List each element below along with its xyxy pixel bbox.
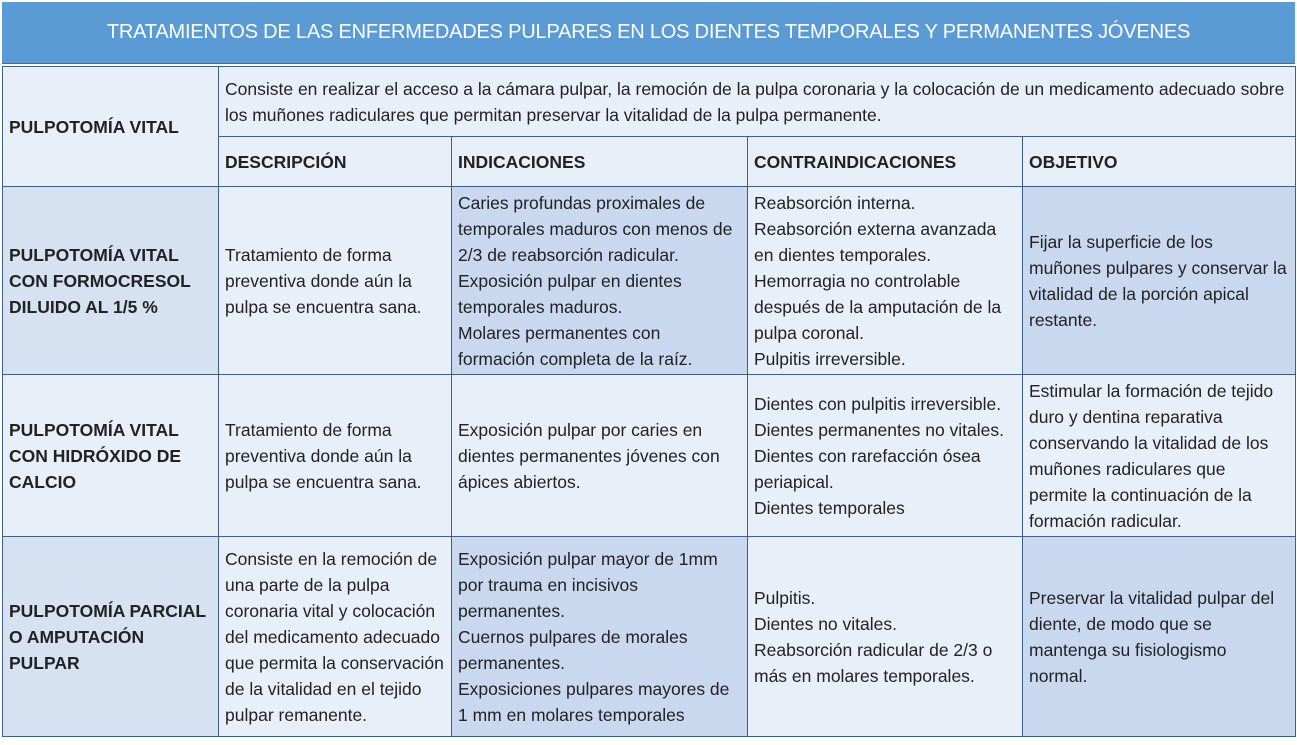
column-header-description: DESCRIPCIÓN xyxy=(219,137,452,187)
table-row xyxy=(3,187,1296,375)
objective-cell: Estimular la formación de tejido duro y dentina reparativa conservando la vitalidad de los muñones radiculares que permite la continuación de la formación radicular. xyxy=(1023,375,1296,537)
contraindications-cell: Dientes con pulpitis irreversible. Dientes permanentes no vitales. Dientes con rarefacción ósea periapical. Dientes temporales xyxy=(748,375,1023,537)
intro-description: Consiste en realizar el acceso a la cámara pulpar, la remoción de la pulpa coronaria y la colocación de un medicamento adecuado sobre los muñones radiculares que permitan preservar la vitalidad de la pulpa permanente. xyxy=(219,67,1296,137)
column-header-indications: INDICACIONES xyxy=(452,137,748,187)
treatments-table xyxy=(2,66,1296,737)
description-cell: Consiste en la remoción de una parte de la pulpa coronaria vital y colocación del medicamento adecuado que permita la conservación de la vitalidad en el tejido pulpar remanente. xyxy=(219,537,452,737)
column-header-contraindications: CONTRAINDICACIONES xyxy=(748,137,1023,187)
indications-cell: Exposición pulpar por caries en dientes permanentes jóvenes con ápices abiertos. xyxy=(452,375,748,537)
indications-cell: Exposición pulpar mayor de 1mm por trauma en incisivos permanentes. Cuernos pulpares de morales permanentes. Exposiciones pulpares mayores de 1 mm en molares temporales xyxy=(452,537,748,737)
objective-cell: Fijar la superficie de los muñones pulpares y conservar la vitalidad de la porción apical restante. xyxy=(1023,187,1296,375)
table-row xyxy=(3,537,1296,737)
row-label: PULPOTOMÍA VITAL CON FORMOCRESOL DILUIDO AL 1/5 % xyxy=(3,187,219,375)
table-title: TRATAMIENTOS DE LAS ENFERMEDADES PULPARES EN LOS DIENTES TEMPORALES Y PERMANENTES JÓVENES xyxy=(2,2,1295,64)
objective-cell: Preservar la vitalidad pulpar del diente, de modo que se mantenga su fisiologismo normal. xyxy=(1023,537,1296,737)
indications-cell: Caries profundas proximales de temporales maduros con menos de 2/3 de reabsorción radicular. Exposición pulpar en dientes temporales maduros. Molares permanentes con formación completa de la raíz. xyxy=(452,187,748,375)
contraindications-cell: Reabsorción interna. Reabsorción externa avanzada en dientes temporales. Hemorragia no controlable después de la amputación de la pulpa coronal. Pulpitis irreversible. xyxy=(748,187,1023,375)
table-row xyxy=(3,375,1296,537)
contraindications-cell: Pulpitis. Dientes no vitales. Reabsorción radicular de 2/3 o más en molares temporales. xyxy=(748,537,1023,737)
intro-row xyxy=(3,67,1296,137)
description-cell: Tratamiento de forma preventiva donde aún la pulpa se encuentra sana. xyxy=(219,187,452,375)
column-header-objective: OBJETIVO xyxy=(1023,137,1296,187)
row-label: PULPOTOMÍA VITAL CON HIDRÓXIDO DE CALCIO xyxy=(3,375,219,537)
description-cell: Tratamiento de forma preventiva donde aún la pulpa se encuentra sana. xyxy=(219,375,452,537)
row-label-pulpotomia-vital: PULPOTOMÍA VITAL xyxy=(3,67,219,187)
row-label: PULPOTOMÍA PARCIAL O AMPUTACIÓN PULPAR xyxy=(3,537,219,737)
